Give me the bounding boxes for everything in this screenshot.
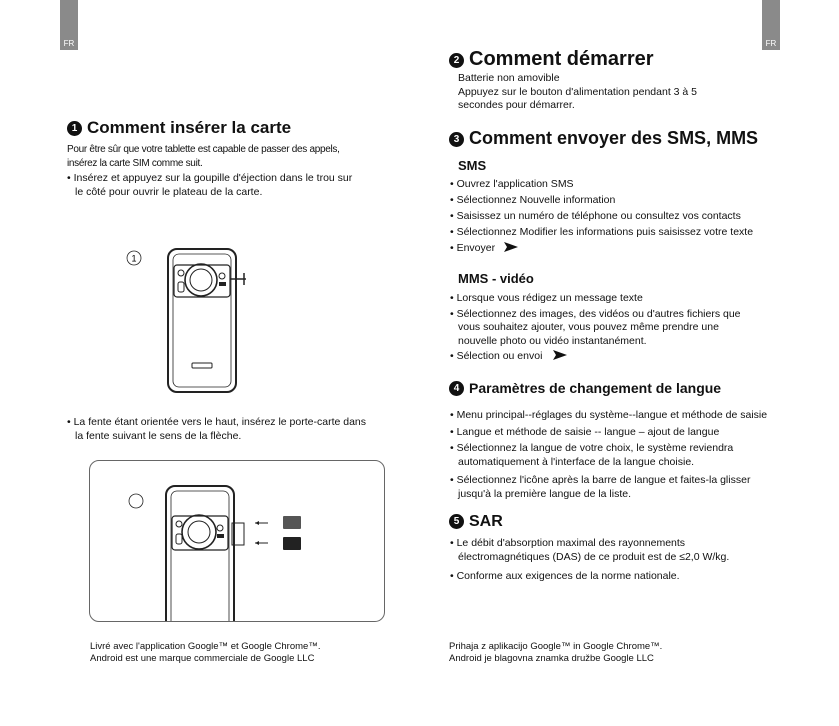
s4-item: • Menu principal--réglages du système--langue et méthode de saisie	[450, 409, 767, 423]
s5-item-cont: électromagnétiques (DAS) de ce produit est de ≤2,0 W/kg.	[458, 550, 730, 563]
sms-list	[450, 176, 753, 256]
figure-1-phone-eject	[120, 245, 260, 395]
s4-item-cont: jusqu'à la première langue de la liste.	[458, 487, 632, 500]
language-tab-right: FR	[762, 0, 780, 50]
section-4-number: 4	[449, 381, 464, 396]
s2-line-3: secondes pour démarrer.	[458, 99, 575, 111]
section-2-heading	[449, 48, 654, 71]
step-2-text	[67, 416, 366, 443]
left-footer-line-2: Android est une marque commerciale de Google LLC	[90, 653, 315, 664]
send-icon	[504, 242, 518, 252]
mms-item: • Sélection ou envoi	[450, 350, 542, 362]
step-2-line-2: la fente suivant le sens de la flèche.	[75, 429, 242, 442]
left-footer	[90, 641, 320, 665]
s4-item-cont: automatiquement à l'interface de la langue choisie.	[458, 455, 695, 468]
intro-line-2: insérez la carte SIM comme suit.	[67, 157, 203, 169]
mms-item-cont: nouvelle photo ou vidéo instantanément.	[458, 334, 647, 347]
section-2-title: Comment démarrer	[469, 48, 654, 70]
s4-item: • Sélectionnez la langue de votre choix, le système reviendra	[450, 442, 767, 456]
step-1-text	[67, 172, 352, 199]
left-footer-line-1: Livré avec l'application Google™ et Google Chrome™.	[90, 641, 321, 652]
sms-item: • Sélectionnez Nouvelle information	[450, 192, 753, 208]
mms-item: • Sélectionnez des images, des vidéos ou d'autres fichiers que	[450, 308, 741, 322]
figure-1-label: 1	[131, 253, 137, 264]
mms-item: • Lorsque vous rédigez un message texte	[450, 292, 741, 306]
s4-item: • Langue et méthode de saisie -- langue – ajout de langue	[450, 426, 767, 440]
section-3-heading	[449, 128, 758, 149]
sms-item: • Envoyer	[450, 242, 495, 254]
section-3-number: 3	[449, 132, 464, 147]
step-2-line-1: • La fente étant orientée vers le haut, insérez le porte-carte dans	[67, 416, 366, 430]
step-1-line-1: • Insérez et appuyez sur la goupille d'éjection dans le trou sur	[67, 172, 352, 186]
s2-line-2: Appuyez sur le bouton d'alimentation pendant 3 à 5	[458, 85, 698, 98]
right-footer-line-2: Android je blagovna znamka družbe Google LLC	[449, 653, 654, 664]
section-5-heading	[449, 513, 503, 531]
step-1-line-2: le côté pour ouvrir le plateau de la carte.	[75, 185, 263, 198]
right-footer-line-1: Prihaja z aplikacijo Google™ in Google Chrome™.	[449, 641, 663, 652]
intro-line-1: Pour être sûr que votre tablette est capable de passer des appels,	[67, 144, 340, 155]
mms-subheading: MMS - vidéo	[458, 271, 534, 286]
figure-2-frame	[89, 460, 385, 622]
sms-item: • Saisissez un numéro de téléphone ou consultez vos contacts	[450, 208, 753, 224]
s4-item: • Sélectionnez l'icône après la barre de langue et faites-la glisser	[450, 474, 767, 488]
s2-line-1: Batterie non amovible	[458, 72, 560, 84]
language-tab-left: FR	[60, 0, 78, 50]
section-5-number: 5	[449, 514, 464, 529]
sms-item: • Ouvrez l'application SMS	[450, 176, 753, 192]
section-1-heading	[67, 118, 291, 138]
sms-item: • Sélectionnez Modifier les informations puis saisissez votre texte	[450, 224, 753, 240]
section-5-list	[450, 537, 729, 584]
s5-item: • Le débit d'absorption maximal des rayonnements	[450, 537, 729, 551]
section-1-title: Comment insérer la carte	[87, 118, 292, 137]
figure-2-phone-insert	[90, 461, 384, 621]
mms-list	[450, 292, 741, 364]
s5-item: • Conforme aux exigences de la norme nationale.	[450, 570, 729, 584]
section-3-title: Comment envoyer des SMS, MMS	[469, 128, 759, 148]
section-2-text	[458, 72, 697, 113]
section-4-title: Paramètres de changement de langue	[469, 380, 722, 396]
section-4-list	[450, 409, 767, 501]
section-4-heading	[449, 380, 721, 396]
section-5-title: SAR	[469, 513, 503, 530]
section-2-number: 2	[449, 53, 464, 68]
sms-subheading: SMS	[458, 158, 487, 173]
intro-text	[67, 143, 340, 170]
send-icon	[553, 350, 567, 360]
mms-item-cont: vous souhaitez ajouter, vous pouvez même prendre une	[458, 321, 719, 333]
section-1-number: 1	[67, 121, 82, 136]
right-footer	[449, 641, 662, 665]
